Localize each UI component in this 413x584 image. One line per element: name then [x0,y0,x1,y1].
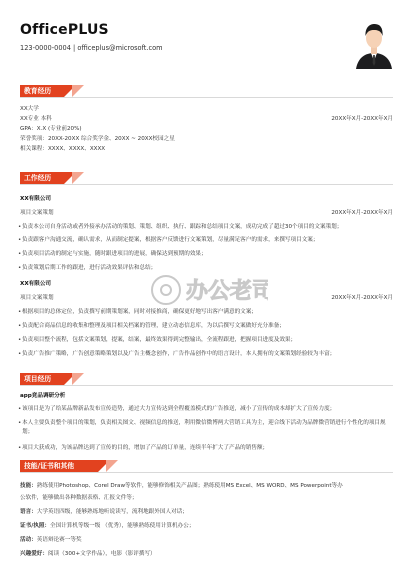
company-name: XX有限公司 [20,281,52,287]
divider [20,97,393,98]
job-role: 项目文案策划 [20,210,54,216]
list-item: • 负责项目整个流程，包括文案策划，提案，结案，最终效果得到完整输出，全流程跟进，把握项目进度及效果； [22,336,394,345]
list-item: • 负责广告推广策略，广告创意策略策划以及广告主概念创作，广告作品创作中的语言设计，本人拥有的文案策划经验较为丰富； [22,350,394,359]
skill-row [20,495,137,502]
honors: 荣誉奖项：20XX-20XX 综合奖学金、20XX ~ 20XX校园之星 [20,136,175,142]
project-title: app竞品调研分析 [20,393,66,399]
list-item: • 负责配合商品信息的收集和整理及项目相关档案的管理，建立动态信息库，为以后撰写文案做好充分准备； [22,322,394,331]
section-header-education [20,85,82,97]
skill-label: 技能： [20,483,37,489]
section-title: 工作经历 [20,172,64,184]
watermark [148,270,268,310]
section-header-skills [20,460,116,472]
skill-text: 大学英语四级，能够熟练地听说读写，流利地跟外国人对话； [36,509,188,515]
education-date: 20XX年X月-20XX年X月 [331,116,393,122]
section-header-project [20,373,82,385]
company-name: XX有限公司 [20,196,52,202]
skill-label: 语言： [20,509,37,515]
courses: 相关课程：XXXX、XXXX、XXXX [20,146,106,152]
skill-text: 公软件，能够做出各种数据表格、汇报文件等； [20,495,138,501]
avatar [352,17,396,69]
skill-text: 全国计算机等级一级 （优秀），能够熟练使用计算机办公； [50,523,195,529]
contact-info: 123-0000-0004 | officeplus@microsoft.com [20,44,163,52]
svg-text:办公老司: 办公老司 [186,279,268,304]
list-item: • 负责项目活动的制定与实施，随时跟进项目的进展，确保达到预期的效果； [22,250,394,259]
skill-label: 兴趣爱好： [20,551,48,557]
list-item: • 负责策划后期工作的跟进，进行活动效果评估和总结； [22,264,394,273]
skill-row [20,483,343,490]
skill-row [20,551,156,558]
list-item: • 负责跟客户沟通交流，确认需求，从而制定提案，根据客户反馈进行文案策划，尽量满足客户的需求，来撰写项目文案； [22,236,394,245]
skill-label: 证书/执照： [20,523,51,529]
watermark-logo-icon [148,270,268,310]
skill-text: 熟练使用Photoshop、Corel Draw等软件，能够修饰相关产品图；熟练使用MS Excel、MS WORD、MS Powerpoint等办 [36,483,343,489]
skill-row [20,537,82,544]
gpa: GPA：X.X (专业前20%) [20,126,82,132]
list-item: • 项目大获成功，为该品牌达到了宣传的目的，增加了产品的订单量，连续半年扩大了产品的销售额； [22,444,394,453]
skill-label: 活动： [20,537,37,543]
skill-text: 英语辩论赛一等奖 [36,537,82,543]
section-title: 教育经历 [20,85,64,97]
candidate-name: OfficePLUS [20,22,109,38]
list-item: • 负责本公司自身活动或者外接承办活动的策划、策划、组织、执行、跟踪和总结项目文案，成功完成了超过30个项目的文案策划； [22,223,394,232]
major: XX专业 本科 [20,116,52,122]
divider [20,472,393,473]
section-title: 项目经历 [20,373,64,385]
section-title: 技能/证书和其他 [20,460,98,472]
divider [20,385,393,386]
section-header-work [20,172,82,184]
school-name: XX大学 [20,106,39,112]
list-item: • 本人主要负责整个项目的策划，负责相关图文、视频信息的推送，利用微信微博两大营销工具为主，迎合线下活动为品牌微营销进行个性化的项目规划； [22,419,392,436]
divider [20,184,393,185]
skill-row [20,509,188,516]
skill-row [20,523,194,530]
job-role: 项目文案策划 [20,295,54,301]
job-date: 20XX年X月-20XX年X月 [331,295,393,301]
skill-text: 阅读（300+文学作品），电影（影评撰写） [47,551,156,557]
list-item: • 根据项目的总体定位，负责撰写前期策划案，同时对接推商，确保更好地写出客户满意的文案； [22,308,394,317]
job-date: 20XX年X月-20XX年X月 [331,210,393,216]
list-item: • 该项目是为了给某品牌新品发布宣传造势，通过大力宣传达到全程覆盖模式的广告推送，减小了宣传的成本却扩大了宣传力度； [22,405,394,414]
